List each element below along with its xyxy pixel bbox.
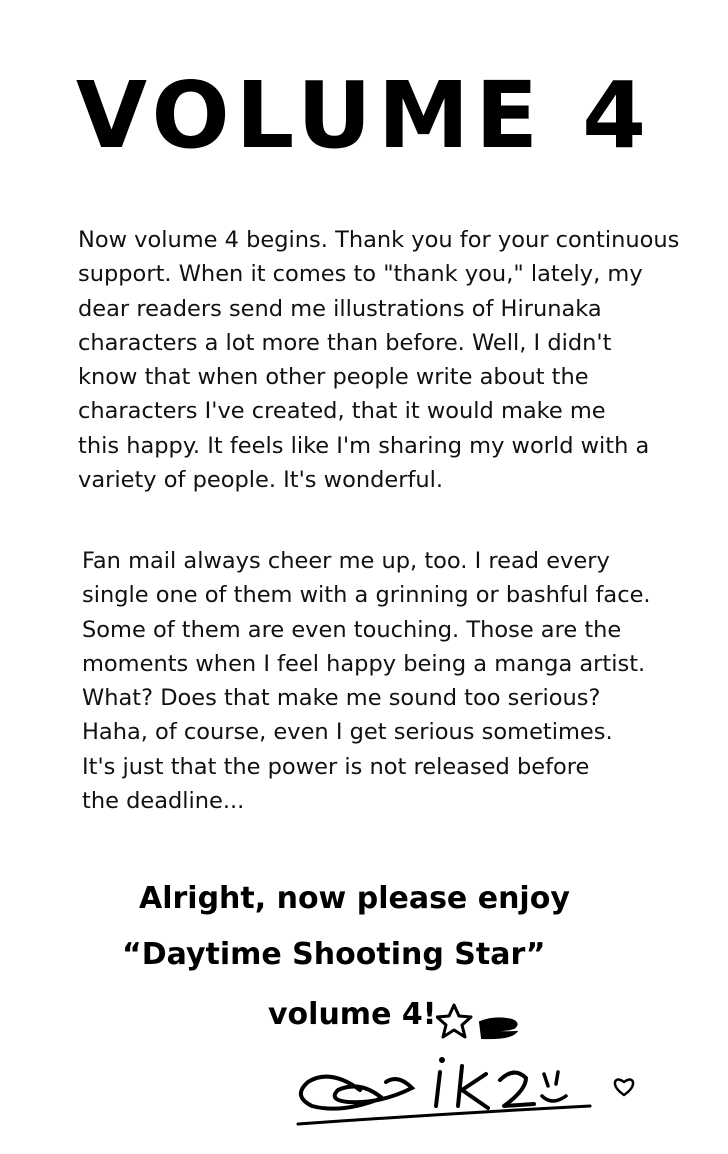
paragraph-1-line: dear readers send me illustrations of Hirunaka	[78, 295, 602, 322]
paragraph-2-line: Haha, of course, even I get serious sometimes.	[82, 719, 613, 746]
page-title: VOLUME 4	[75, 62, 653, 169]
star-doodle-icon	[436, 1002, 526, 1042]
paragraph-1-line: know that when other people write about the	[78, 364, 589, 391]
heart-icon	[612, 1075, 636, 1099]
paragraph-1-line: Now volume 4 begins. Thank you for your continuous	[78, 227, 680, 253]
closing-line-3: volume 4!	[268, 997, 437, 1032]
paragraph-1-line: characters I've created, that it would make me	[78, 398, 606, 425]
paragraph-2	[82, 544, 651, 818]
closing-line-2: “Daytime Shooting Star”	[122, 937, 546, 972]
paragraph-1	[78, 223, 679, 497]
closing-line-1: Alright, now please enjoy	[139, 881, 570, 916]
paragraph-1-line: variety of people. It's wonderful.	[78, 467, 444, 494]
paragraph-2-line: the deadline...	[82, 788, 245, 815]
paragraph-2-line: What? Does that make me sound too serious?	[82, 685, 601, 712]
paragraph-2-line: Some of them are even touching. Those are the	[82, 616, 622, 643]
mika-signature-icon	[290, 1050, 650, 1130]
paragraph-2-line: Fan mail always cheer me up, too. I read every	[82, 548, 610, 574]
paragraph-1-line: support. When it comes to "thank you," lately, my	[78, 261, 643, 288]
paragraph-2-line: moments when I feel happy being a manga artist.	[82, 650, 646, 677]
paragraph-1-line: characters a lot more than before. Well, I didn't	[78, 329, 612, 356]
paragraph-2-line: It's just that the power is not released before	[82, 753, 590, 780]
paragraph-2-line: single one of them with a grinning or bashful face.	[82, 582, 651, 609]
paragraph-1-line: this happy. It feels like I'm sharing my world with a	[78, 432, 650, 459]
